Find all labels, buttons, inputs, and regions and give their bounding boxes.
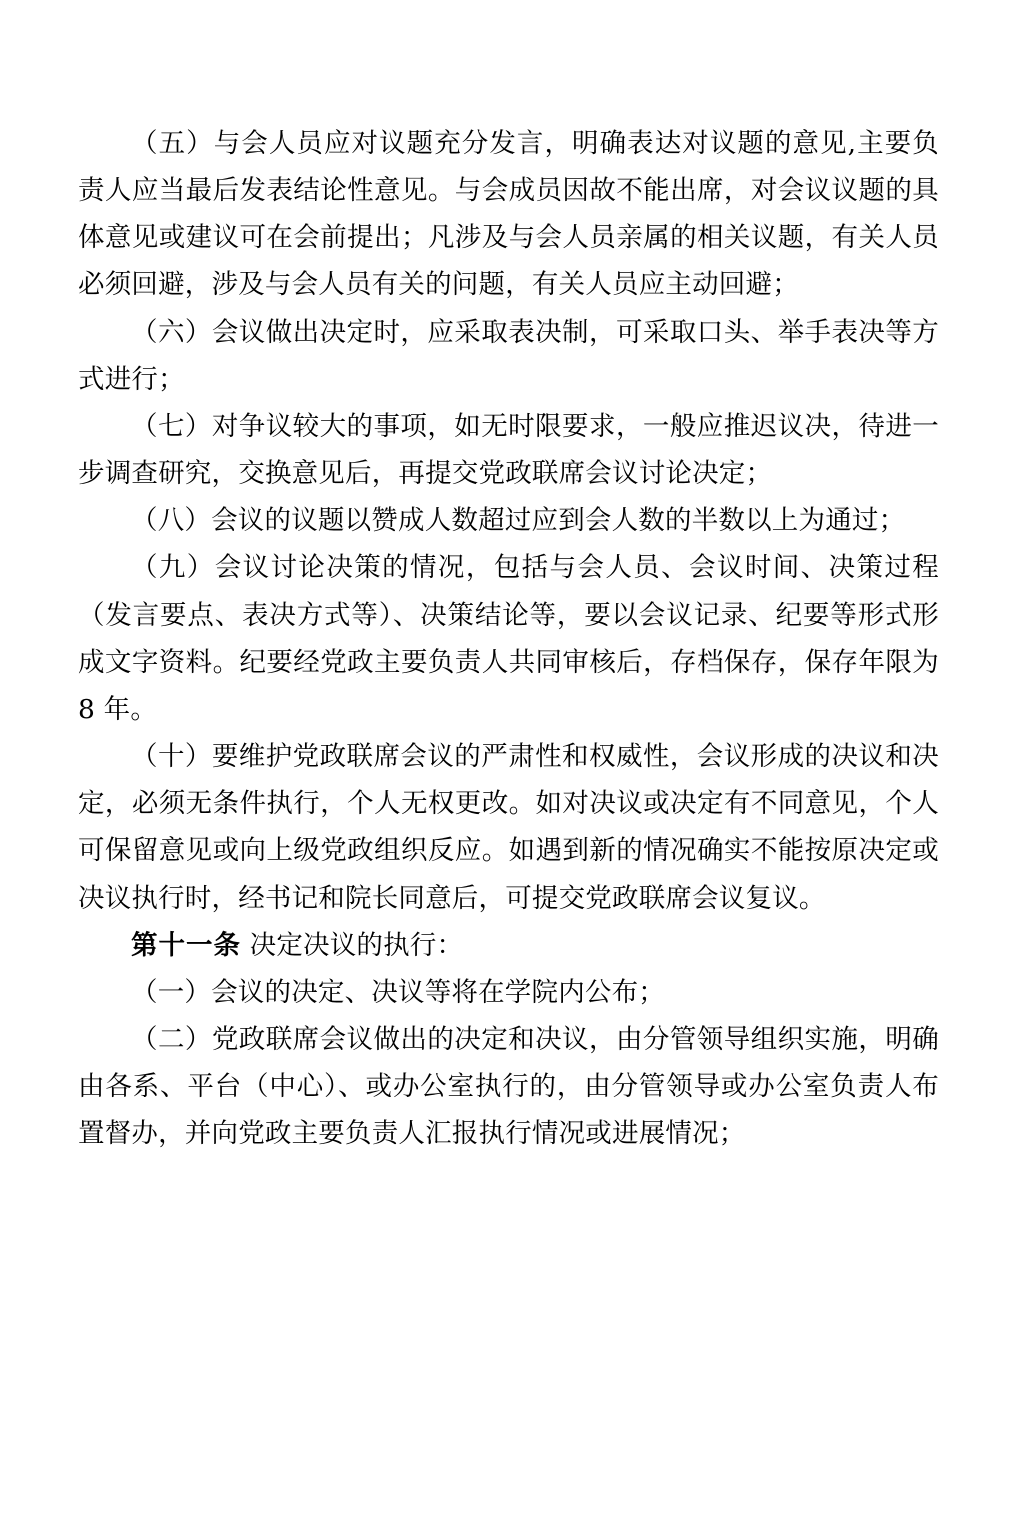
sub-paragraph-one: （一）会议的决定、决议等将在学院内公布； [131, 976, 665, 1008]
article-eleven-label: 第十一条 [131, 929, 241, 961]
sub-paragraph-two: （二）党政联席会议做出的决定和决议，由分管领导组织实施，明确由各系、平台（中心）、或办公室执行的，由分管领导或办公室负责人布置督办，并向党政主要负责人汇报执行情况或进展情况； [78, 1023, 939, 1150]
article-eleven [78, 922, 939, 969]
paragraph-eight: （八）会议的议题以赞成人数超过应到会人数的半数以上为通过； [131, 505, 906, 537]
paragraph-ten: （十）要维护党政联席会议的严肃性和权威性，会议形成的决议和决定，必须无条件执行，个人无权更改。如对决议或决定有不同意见，个人可保留意见或向上级党政组织反应。如遇到新的情况确实不能按原决定或决议执行时，经书记和院长同意后，可提交党政联席会议复议。 [78, 741, 939, 914]
paragraph-five: （五）与会人员应对议题充分发言，明确表达对议题的意见,主要负责人应当最后发表结论性意见。与会成员因故不能出席，对会议议题的具体意见或建议可在会前提出；凡涉及与会人员亲属的相关议题，有关人员必须回避，涉及与会人员有关的问题，有关人员应主动回避； [78, 128, 939, 301]
article-eleven-text: 决定决议的执行： [249, 929, 464, 961]
document-body [78, 120, 939, 1157]
paragraph-nine: （九）会议讨论决策的情况，包括与会人员、会议时间、决策过程（发言要点、表决方式等）、决策结论等，要以会议记录、纪要等形式形成文字资料。纪要经党政主要负责人共同审核后，存档保存，保存年限为 8 年。 [78, 552, 939, 725]
paragraph-six: （六）会议做出决定时，应采取表决制，可采取口头、举手表决等方式进行； [78, 316, 939, 395]
paragraph-seven: （七）对争议较大的事项，如无时限要求，一般应推迟议决，待进一步调查研究，交换意见后，再提交党政联席会议讨论决定； [78, 410, 939, 490]
